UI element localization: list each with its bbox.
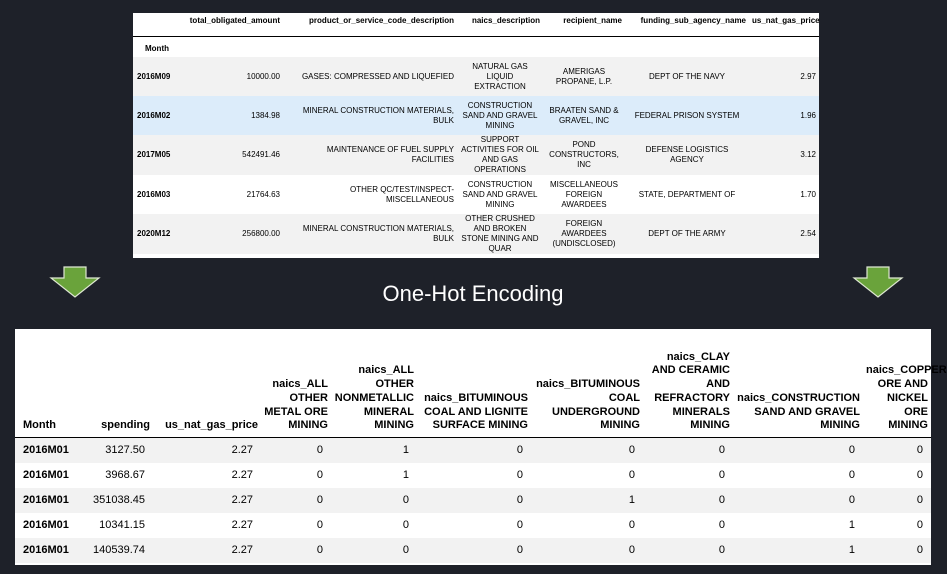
table-cell: STATE, DEPARTMENT OF [638,189,736,199]
table-cell: 1 [402,469,409,481]
table-cell: 542491.46 [242,150,280,159]
table-cell: DEPT OF THE NAVY [648,71,725,81]
table-cell: MAINTENANCE OF FUEL SUPPLY FACILITIES [326,145,454,164]
table-cell: 0 [848,469,855,481]
table-cell: 1.96 [800,110,816,120]
column-header: product_or_service_code_description [283,13,457,37]
table-cell: 0 [516,519,523,531]
table-row [15,438,931,463]
raw-table [133,13,819,254]
table-cell: 2.27 [231,544,253,556]
column-header: naics_CONSTRUCTION SAND AND GRAVEL MINING [733,329,863,438]
table-cell: MINERAL CONSTRUCTION MATERIALS, BULK [302,224,454,243]
table-cell: MISCELLANEOUS FOREIGN AWARDEES [549,179,619,209]
table-cell: 0 [718,469,725,481]
encoded-table [15,329,947,563]
table-cell: GASES: COMPRESSED AND LIQUEFIED [301,71,454,81]
table-cell: 140539.74 [93,544,145,556]
table-cell: 0 [848,444,855,457]
table-cell: 0 [718,494,725,506]
table-cell: 2.97 [800,71,816,81]
raw-dataframe-table [133,13,819,258]
table-cell: 0 [628,469,635,481]
table-cell: 0 [316,444,323,457]
table-cell: 0 [916,544,923,556]
table-cell: 0 [516,544,523,556]
table-cell: 3127.50 [105,444,145,457]
table-cell: 0 [628,519,635,531]
table-cell: 21764.63 [246,189,280,199]
table-cell: POND CONSTRUCTORS, INC [549,140,619,169]
table-cell: DEFENSE LOGISTICS AGENCY [645,145,729,164]
index-header-blank [133,13,177,37]
index-name: Month [15,329,79,438]
table-cell: OTHER QC/TEST/INSPECT- MISCELLANEOUS [349,184,454,204]
table-row [15,463,931,488]
table-row [15,538,931,563]
table-cell: 0 [916,519,923,531]
table-cell: 3968.67 [105,469,145,481]
table-cell: 10341.15 [99,519,145,531]
encoded-dataframe-table [15,329,947,565]
table-cell: 0 [402,494,409,506]
table-cell: 10000.00 [246,71,280,81]
table-cell: 1 [628,494,635,506]
column-header: naics_description [457,13,543,37]
table-cell: FOREIGN AWARDEES (UNDISCLOSED) [552,219,616,248]
table-cell: 0 [718,444,725,457]
table-cell: 0 [402,544,409,556]
column-header: spending [79,329,153,438]
table-cell: OTHER CRUSHED AND BROKEN STONE MINING AND QUAR [461,214,539,253]
table-cell: 0 [316,469,323,481]
column-header: us_nat_gas_price [749,13,819,37]
table-cell: 3.12 [800,150,816,159]
row-index: 2016M01 [23,519,69,531]
table-cell: 0 [316,519,323,531]
column-header: naics_BITUMINOUS COAL UNDERGROUND MINING [531,329,643,438]
table-row [133,175,819,214]
table-row [133,135,819,175]
table-cell: 0 [628,444,635,457]
table-cell: 0 [516,494,523,506]
row-index: 2017M05 [137,150,171,159]
table-cell: MINERAL CONSTRUCTION MATERIALS, BULK [302,105,454,125]
table-cell: CONSTRUCTION SAND AND GRAVEL MINING [462,179,538,209]
column-header: us_nat_gas_price [153,329,261,438]
table-cell: 351038.45 [93,494,145,506]
row-index: 2016M01 [23,469,69,481]
table-cell: 2.27 [231,494,253,506]
transformation-caption: One-Hot Encoding [382,281,564,306]
table-cell: 1384.98 [251,110,280,120]
column-header: recipient_name [543,13,625,37]
table-cell: 0 [848,494,855,506]
table-row [133,96,819,135]
table-cell: 1 [848,544,855,556]
row-index: 2016M03 [137,189,171,199]
row-index: 2016M01 [23,544,69,556]
table-cell: DEPT OF THE ARMY [648,229,726,238]
table-cell: SUPPORT ACTIVITIES FOR OIL AND GAS OPERATIONS [461,135,539,174]
table-cell: 0 [718,519,725,531]
column-header: naics_BITUMINOUS COAL AND LIGNITE SURFACE MINING [417,329,531,438]
table-cell: 0 [916,444,923,457]
table-cell: NATURAL GAS LIQUID EXTRACTION [472,61,528,91]
table-cell: CONSTRUCTION SAND AND GRAVEL MINING [462,100,538,130]
column-header: total_obligated_amount [177,13,283,37]
table-cell: 0 [316,544,323,556]
table-cell: 0 [516,469,523,481]
table-cell: 0 [916,494,923,506]
table-cell: 2.27 [231,469,253,481]
table-row [133,214,819,254]
row-index: 2016M02 [137,110,171,120]
table-row [15,488,931,513]
table-cell: 0 [718,544,725,556]
index-name: Month [145,44,169,53]
row-index: 2016M01 [23,494,69,506]
table-cell: 1 [848,519,855,531]
table-cell: FEDERAL PRISON SYSTEM [634,110,740,120]
table-cell: 2.54 [800,229,816,238]
column-header: naics_ALL OTHER METAL ORE MINING [261,329,331,438]
column-header: naics_ALL OTHER NONMETALLIC MINERAL MINING [331,329,417,438]
column-header: funding_sub_agency_name [625,13,749,37]
table-cell: 0 [402,519,409,531]
row-index: 2016M09 [137,71,171,81]
table-row [133,57,819,96]
table-cell: 0 [916,469,923,481]
column-header: naics_COPPER ORE AND NICKEL ORE MINING [863,329,931,438]
table-cell: 0 [316,494,323,506]
column-header: naics_CLAY AND CERAMIC AND REFRACTORY MINERALS MINING [643,329,733,438]
row-index: 2016M01 [23,444,69,457]
table-cell: 0 [516,444,523,457]
table-cell: 256800.00 [242,229,280,238]
table-cell: 1.70 [800,189,816,199]
table-cell: AMERIGAS PROPANE, L.P. [555,66,613,86]
table-cell: 1 [402,444,409,457]
row-index: 2020M12 [137,229,171,238]
table-cell: 2.27 [231,444,253,457]
table-cell: 0 [628,544,635,556]
table-cell: BRAATEN SAND & GRAVEL, INC [549,105,619,125]
table-row [15,513,931,538]
table-cell: 2.27 [231,519,253,531]
